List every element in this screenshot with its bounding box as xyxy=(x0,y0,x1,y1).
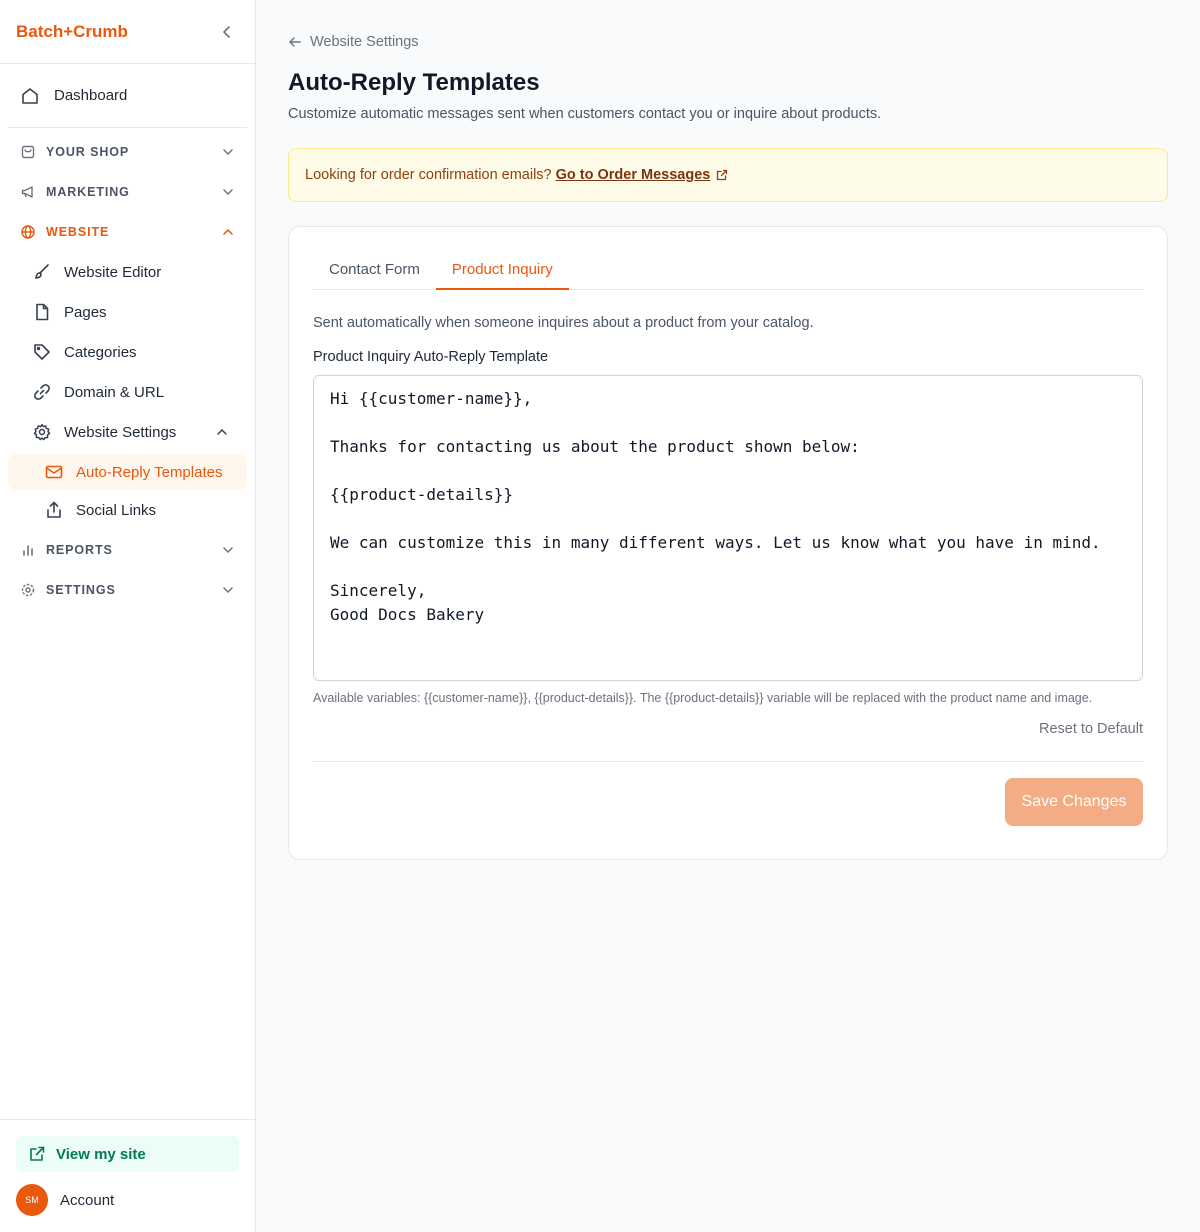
template-textarea[interactable]: Hi {{customer-name}}, Thanks for contacting us about the product shown below: {{product-details}} We can customize this in many different ways. Let us know what you have in mind. Sincerely, Good Docs Bakery xyxy=(313,375,1143,681)
reset-to-default-button[interactable]: Reset to Default xyxy=(1039,721,1143,737)
sidebar-item-domain-url[interactable] xyxy=(8,372,247,412)
sidebar-group-label: WEBSITE xyxy=(46,225,110,239)
mail-icon xyxy=(44,462,64,482)
sidebar-item-label: Domain & URL xyxy=(64,383,165,401)
chevron-down-icon xyxy=(221,583,235,597)
sidebar-item-pages[interactable] xyxy=(8,292,247,332)
sidebar-group-website[interactable] xyxy=(8,212,247,252)
sidebar-item-social-links[interactable] xyxy=(8,492,247,528)
sidebar-item-auto-reply-templates[interactable] xyxy=(8,454,247,490)
gear-icon xyxy=(20,582,36,598)
sidebar-item-label: Website Editor xyxy=(64,263,162,281)
tab-product-inquiry[interactable]: Product Inquiry xyxy=(436,251,569,290)
sidebar-group-label: SETTINGS xyxy=(46,583,116,597)
reset-row xyxy=(313,721,1143,737)
template-tabs xyxy=(313,251,1143,290)
sidebar-item-label: Dashboard xyxy=(54,87,128,104)
save-changes-button[interactable]: Save Changes xyxy=(1005,778,1143,826)
order-messages-notice xyxy=(288,148,1168,202)
chevron-left-icon xyxy=(219,24,235,40)
sidebar-group-label: REPORTS xyxy=(46,543,113,557)
sidebar-footer xyxy=(0,1119,255,1232)
sidebar-group-marketing[interactable] xyxy=(8,172,247,212)
tab-description: Sent automatically when someone inquires about a product from your catalog. xyxy=(313,315,814,331)
tab-contact-form[interactable]: Contact Form xyxy=(329,261,420,278)
megaphone-icon xyxy=(20,184,36,200)
variables-help-text: Available variables: {{customer-name}}, {{product-details}}. The {{product-details}} variable will be replaced with the product name and image. xyxy=(313,691,1093,705)
chevron-down-icon xyxy=(221,145,235,159)
sidebar-header xyxy=(0,0,255,64)
link-icon xyxy=(32,382,52,402)
tag-icon xyxy=(32,342,52,362)
template-field-label: Product Inquiry Auto-Reply Template xyxy=(313,349,549,365)
home-icon xyxy=(20,86,40,106)
sidebar-item-label: Auto-Reply Templates xyxy=(76,463,223,481)
sidebar-item-label: Social Links xyxy=(76,501,157,519)
bar-chart-icon xyxy=(20,542,36,558)
page-subtitle: Customize automatic messages sent when customers contact you or inquire about products. xyxy=(288,106,882,122)
divider xyxy=(313,761,1143,762)
external-link-icon xyxy=(28,1145,46,1163)
brush-icon xyxy=(32,262,52,282)
sidebar xyxy=(0,0,256,1232)
back-link-label: Website Settings xyxy=(310,34,419,50)
view-site-label: View my site xyxy=(56,1145,146,1163)
sidebar-group-label: YOUR SHOP xyxy=(46,145,130,159)
page-title: Auto-Reply Templates xyxy=(288,69,540,96)
sidebar-nav xyxy=(0,64,255,610)
brand-logo[interactable]: Batch+Crumb xyxy=(16,21,128,41)
sidebar-item-label: Categories xyxy=(64,343,137,361)
sidebar-item-label: Pages xyxy=(64,303,107,321)
arrow-left-icon xyxy=(288,35,302,49)
sidebar-group-reports[interactable] xyxy=(8,530,247,570)
sidebar-item-label: Website Settings xyxy=(64,423,177,441)
sidebar-item-dashboard[interactable] xyxy=(8,64,247,128)
chevron-down-icon xyxy=(221,543,235,557)
globe-icon xyxy=(20,224,36,240)
sidebar-item-website-settings[interactable] xyxy=(8,412,247,452)
collapse-sidebar-button[interactable] xyxy=(215,20,239,44)
save-row xyxy=(313,778,1143,826)
back-link[interactable] xyxy=(288,32,1168,52)
view-my-site-button[interactable] xyxy=(16,1136,239,1172)
main-content xyxy=(288,0,1168,860)
notice-text: Looking for order confirmation emails? xyxy=(305,167,552,183)
account-menu[interactable] xyxy=(16,1184,239,1216)
avatar: SM xyxy=(16,1184,48,1216)
order-messages-link[interactable]: Go to Order Messages xyxy=(555,167,711,183)
file-icon xyxy=(32,302,52,322)
chevron-down-icon xyxy=(221,185,235,199)
account-label: Account xyxy=(60,1191,115,1209)
share-icon xyxy=(44,500,64,520)
template-card xyxy=(288,226,1168,860)
sidebar-group-label: MARKETING xyxy=(46,185,130,199)
external-link-icon xyxy=(716,169,728,181)
chevron-up-icon xyxy=(221,225,235,239)
chevron-up-icon xyxy=(215,425,241,439)
sidebar-item-website-editor[interactable] xyxy=(8,252,247,292)
sidebar-group-settings[interactable] xyxy=(8,570,247,610)
sidebar-group-your-shop[interactable] xyxy=(8,132,247,172)
shop-icon xyxy=(20,144,36,160)
sidebar-item-categories[interactable] xyxy=(8,332,247,372)
gear-icon xyxy=(32,422,52,442)
